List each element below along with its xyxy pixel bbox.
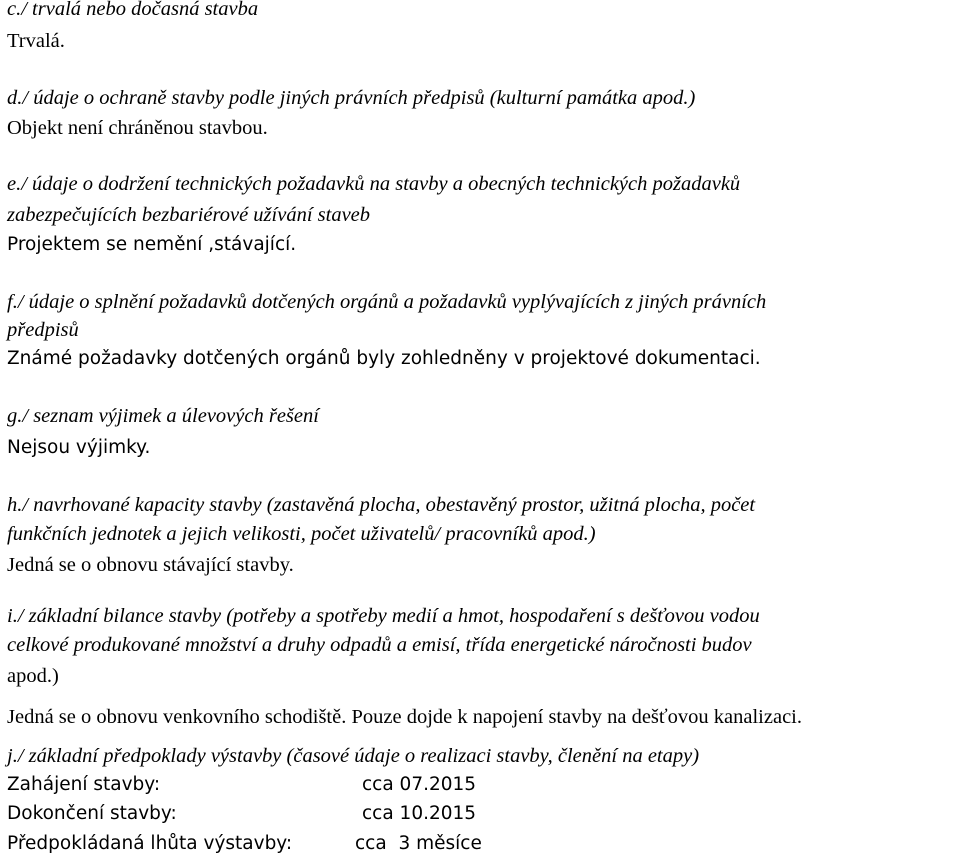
section-e-heading-line-1: e./ údaje o dodržení technických požadavků na stavby a obecných technických požadavků	[7, 173, 741, 195]
section-h-heading-line-2: funkčních jednotek a jejich velikosti, počet uživatelů/ pracovníků apod.)	[7, 523, 596, 545]
section-i-value: Jedná se o obnovu venkovního schodiště. Pouze dojde k napojení stavby na dešťovou kanalizaci.	[7, 706, 802, 728]
section-j-heading: j./ základní předpoklady výstavby (časové údaje o realizaci stavby, členění na etapy)	[7, 745, 700, 767]
section-f-value: Známé požadavky dotčených orgánů byly zohledněny v projektové dokumentaci.	[7, 348, 761, 369]
schedule-value: cca 10.2015	[362, 803, 477, 824]
section-i-heading-line-1: i./ základní bilance stavby (potřeby a spotřeby medií a hmot, hospodaření s dešťovou vodou	[7, 605, 760, 627]
section-e-heading-line-2: zabezpečujících bezbariérové užívání staveb	[7, 204, 371, 226]
section-f-heading-line-1: f./ údaje o splnění požadavků dotčených orgánů a požadavků vyplývajících z jiných právních	[7, 291, 767, 313]
section-i-heading-line-2: celkové produkované množství a druhy odpadů a emisí, třída energetické náročnosti budov	[7, 634, 752, 656]
section-h-heading-line-1: h./ navrhované kapacity stavby (zastavěná plocha, obestavěný prostor, užitná plocha, počet	[7, 494, 756, 516]
section-d-value: Objekt není chráněnou stavbou.	[7, 117, 268, 139]
schedule-label: Dokončení stavby:	[7, 803, 177, 824]
section-h-value: Jedná se o obnovu stávající stavby.	[7, 554, 294, 576]
section-f-heading-line-2: předpisů	[7, 319, 79, 341]
section-c-value: Trvalá.	[7, 30, 65, 52]
section-e-value: Projektem se nemění ,stávající.	[7, 234, 297, 255]
section-g-heading: g./ seznam výjimek a úlevových řešení	[7, 405, 319, 427]
schedule-label: Zahájení stavby:	[7, 774, 161, 795]
schedule-label: Předpokládaná lhůta výstavby:	[7, 833, 293, 854]
section-c-heading: c./ trvalá nebo dočasná stavba	[7, 0, 259, 20]
section-d-heading: d./ údaje o ochraně stavby podle jiných právních předpisů (kulturní památka apod.)	[7, 87, 696, 109]
schedule-value: cca 07.2015	[362, 774, 477, 795]
schedule-value: cca 3 měsíce	[355, 833, 482, 854]
section-i-heading-line-3: apod.)	[7, 665, 59, 687]
section-g-value: Nejsou výjimky.	[7, 437, 151, 458]
